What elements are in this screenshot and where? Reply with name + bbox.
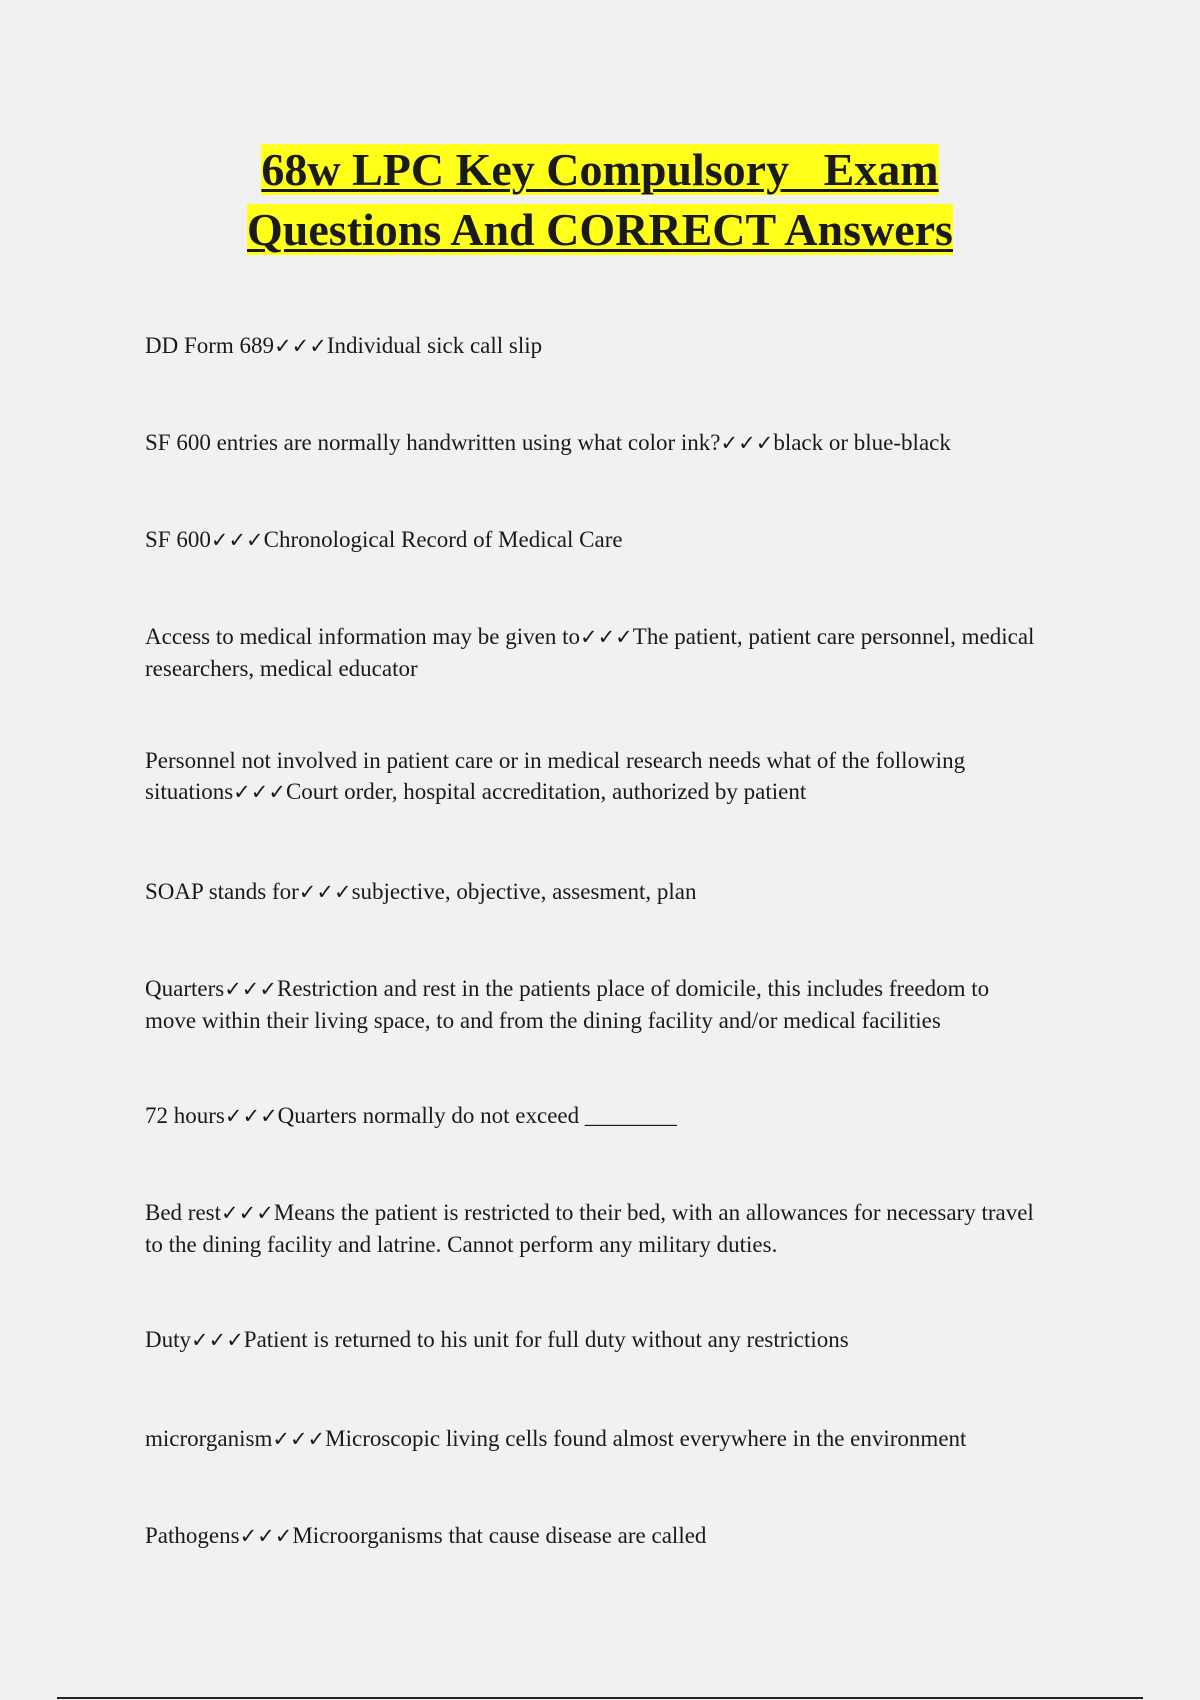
entry-term: Duty <box>145 1327 191 1352</box>
entry-term: Pathogens <box>145 1523 240 1548</box>
entry-definition: Microorganisms that cause disease are called <box>292 1523 707 1548</box>
title-line-2: Questions And CORRECT Answers <box>247 204 953 255</box>
qa-entry <box>145 1520 1045 1552</box>
check-marks-icon: ✓✓✓ <box>239 1524 293 1548</box>
qa-entry <box>145 1100 1045 1132</box>
qa-entry <box>145 427 1045 459</box>
bottom-divider <box>57 1697 1143 1699</box>
check-marks-icon: ✓✓✓ <box>221 1201 274 1225</box>
entry-term: microrganism <box>145 1426 273 1451</box>
check-marks-icon: ✓✓✓ <box>233 780 286 804</box>
check-marks-icon: ✓✓✓ <box>191 1328 244 1352</box>
check-marks-icon: ✓✓✓ <box>272 1427 326 1451</box>
entry-term: SF 600 <box>145 527 211 552</box>
check-marks-icon: ✓✓✓ <box>298 880 352 904</box>
entry-definition: Chronological Record of Medical Care <box>263 527 623 552</box>
entry-definition: subjective, objective, assesment, plan <box>351 879 697 904</box>
qa-entry <box>145 973 1045 1036</box>
entry-definition: black or blue-black <box>773 430 951 455</box>
qa-entry <box>145 1324 1045 1356</box>
entry-term: SF 600 entries are normally handwritten using what color ink? <box>145 430 721 455</box>
entry-term: SOAP stands for <box>145 879 299 904</box>
entry-term: Bed rest <box>145 1200 222 1225</box>
check-marks-icon: ✓✓✓ <box>579 625 633 649</box>
entry-definition: Means the patient is restricted to their bed, with an allowances for necessary travel to the dining facility and latrine. Cannot perform any military duties. <box>145 1200 1034 1257</box>
qa-entry <box>145 330 1045 362</box>
entry-definition: Individual sick call slip <box>326 333 543 358</box>
check-marks-icon: ✓✓✓ <box>224 1104 278 1128</box>
qa-entry <box>145 876 1045 908</box>
title-line-1: 68w LPC Key Compulsory Exam <box>261 144 939 195</box>
entry-term: Quarters <box>145 976 225 1001</box>
qa-entry <box>145 745 1045 808</box>
check-marks-icon: ✓✓✓ <box>720 431 774 455</box>
document-title <box>0 140 1200 260</box>
qa-entry <box>145 524 1045 556</box>
entry-definition: The patient, patient care personnel, medical researchers, medical educator <box>145 624 1035 681</box>
check-marks-icon: ✓✓✓ <box>274 334 327 358</box>
entry-definition: Microscopic living cells found almost everywhere in the environment <box>325 1426 967 1451</box>
check-marks-icon: ✓✓✓ <box>224 977 277 1001</box>
entry-definition: Patient is returned to his unit for full duty without any restrictions <box>243 1327 849 1352</box>
entry-definition: Court order, hospital accreditation, authorized by patient <box>285 779 807 804</box>
entry-definition: Restriction and rest in the patients place of domicile, this includes freedom to move within their living space, to and from the dining facility and/or medical facilities <box>145 976 990 1033</box>
qa-entry <box>145 1197 1045 1260</box>
check-marks-icon: ✓✓✓ <box>210 528 264 552</box>
qa-entry <box>145 1423 1045 1455</box>
entry-term: DD Form 689 <box>145 333 275 358</box>
entry-term: 72 hours <box>145 1103 225 1128</box>
qa-entry <box>145 621 1045 684</box>
entry-term: Access to medical information may be given to <box>145 624 580 649</box>
entry-term: Personnel not involved in patient care or in medical research needs what of the following situations <box>145 748 966 804</box>
entry-definition: Quarters normally do not exceed ________ <box>277 1103 677 1128</box>
